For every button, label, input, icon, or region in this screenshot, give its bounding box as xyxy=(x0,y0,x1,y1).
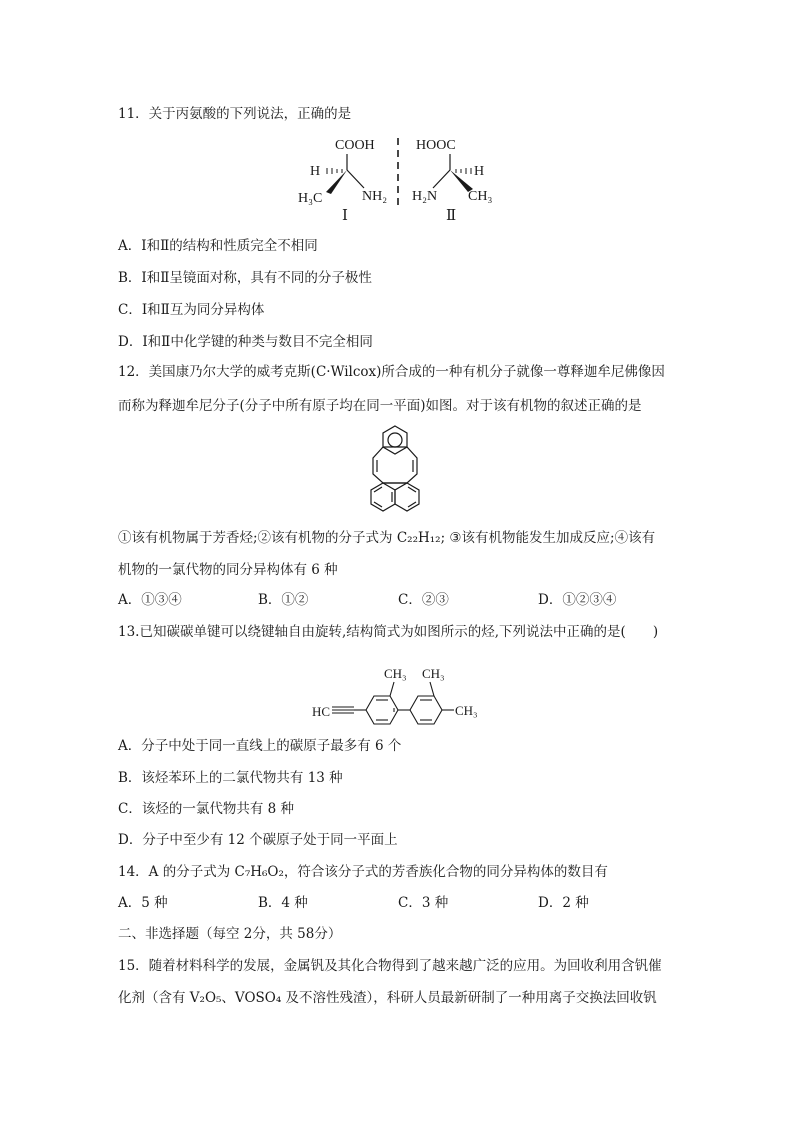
ch3-label-c: CH₃ xyxy=(455,703,478,718)
q12-option-c: C．②③ xyxy=(398,592,449,608)
q12-option-a: A．①③④ xyxy=(118,592,182,608)
q12-statements-line1: ①该有机物属于芳香烃;②该有机物的分子式为 C₂₂H₁₂; ③该有机物能发生加成反应;④该有 xyxy=(118,530,656,546)
ch3-label-left: H₃C xyxy=(298,191,323,206)
hooc-label-right: HOOC xyxy=(416,138,456,153)
q13-stem: 13.已知碳碳单键可以绕键轴自由旋转,结构简式为如图所示的烃,下列说法中正确的是( ) xyxy=(118,624,659,640)
hc-label: HC xyxy=(312,704,331,719)
biphenyl-alkyne-figure xyxy=(308,652,508,732)
molecule-label-ii: Ⅱ xyxy=(446,208,457,224)
q11-option-c: C．Ⅰ和Ⅱ互为同分异构体 xyxy=(118,302,265,318)
h-label-left: H xyxy=(310,164,321,179)
molecule-label-i: Ⅰ xyxy=(342,208,348,224)
q12-stem-line1: 12．美国康乃尔大学的威考克斯(C·Wilcox)所合成的一种有机分子就像一尊释迦牟尼佛像因 xyxy=(118,364,665,380)
q14-options xyxy=(118,893,678,913)
nh2-label-right: H₂N xyxy=(412,189,438,204)
q12-statements-line2: 机物的一氯代物的同分异构体有 6 种 xyxy=(118,562,338,578)
ch3-label-b: CH₃ xyxy=(422,666,445,681)
q14-option-c: C．3 种 xyxy=(398,895,449,911)
q13-option-c: C．该烃的一氯代物共有 8 种 xyxy=(118,801,295,817)
q15-line2: 化剂（含有 V₂O₅、VOSO₄ 及不溶性残渣），科研人员最新研制了一种用离子交换法回收钒 xyxy=(118,990,657,1006)
q13-option-a: A．分子中处于同一直线上的碳原子最多有 6 个 xyxy=(118,738,402,754)
q12-options xyxy=(118,590,678,610)
q14-option-a: A．5 种 xyxy=(118,895,168,911)
q11-option-b: B．Ⅰ和Ⅱ呈镜面对称，具有不同的分子极性 xyxy=(118,270,372,286)
cooh-label-left: COOH xyxy=(335,138,375,153)
q14-option-b: B．4 种 xyxy=(258,895,308,911)
q13-option-d: D．分子中至少有 12 个碳原子处于同一平面上 xyxy=(118,832,398,848)
q15-line1: 15．随着材料科学的发展，金属钒及其化合物得到了越来越广泛的应用。为回收利用含钒催 xyxy=(118,958,662,974)
q13-option-b: B．该烃苯环上的二氯代物共有 13 种 xyxy=(118,770,343,786)
alanine-enantiomers-figure xyxy=(290,132,520,224)
q11-option-d: D．Ⅰ和Ⅱ中化学键的种类与数目不完全相同 xyxy=(118,334,373,350)
ch3-label-right: CH₃ xyxy=(468,189,493,204)
q12-option-d: D．①②③④ xyxy=(538,592,617,608)
q12-stem-line2: 而称为释迦牟尼分子(分子中所有原子均在同一平面)如图。对于该有机物的叙述正确的是 xyxy=(118,398,642,414)
nh2-label-left: NH₂ xyxy=(362,189,388,204)
q11-option-a: A．Ⅰ和Ⅱ的结构和性质完全不相同 xyxy=(118,238,318,254)
h-label-right: H xyxy=(474,164,485,179)
q12-option-b: B．①② xyxy=(258,592,309,608)
buddha-molecule-figure xyxy=(350,422,440,518)
q11-stem: 11．关于丙氨酸的下列说法，正确的是 xyxy=(118,106,352,122)
section-title: 二、非选择题（每空 2分，共 58分） xyxy=(118,926,342,942)
q14-stem: 14．A 的分子式为 C₇H₆O₂，符合该分子式的芳香族化合物的同分异构体的数目有 xyxy=(118,864,608,880)
ch3-label-a: CH₃ xyxy=(384,666,407,681)
q14-option-d: D．2 种 xyxy=(538,895,589,911)
